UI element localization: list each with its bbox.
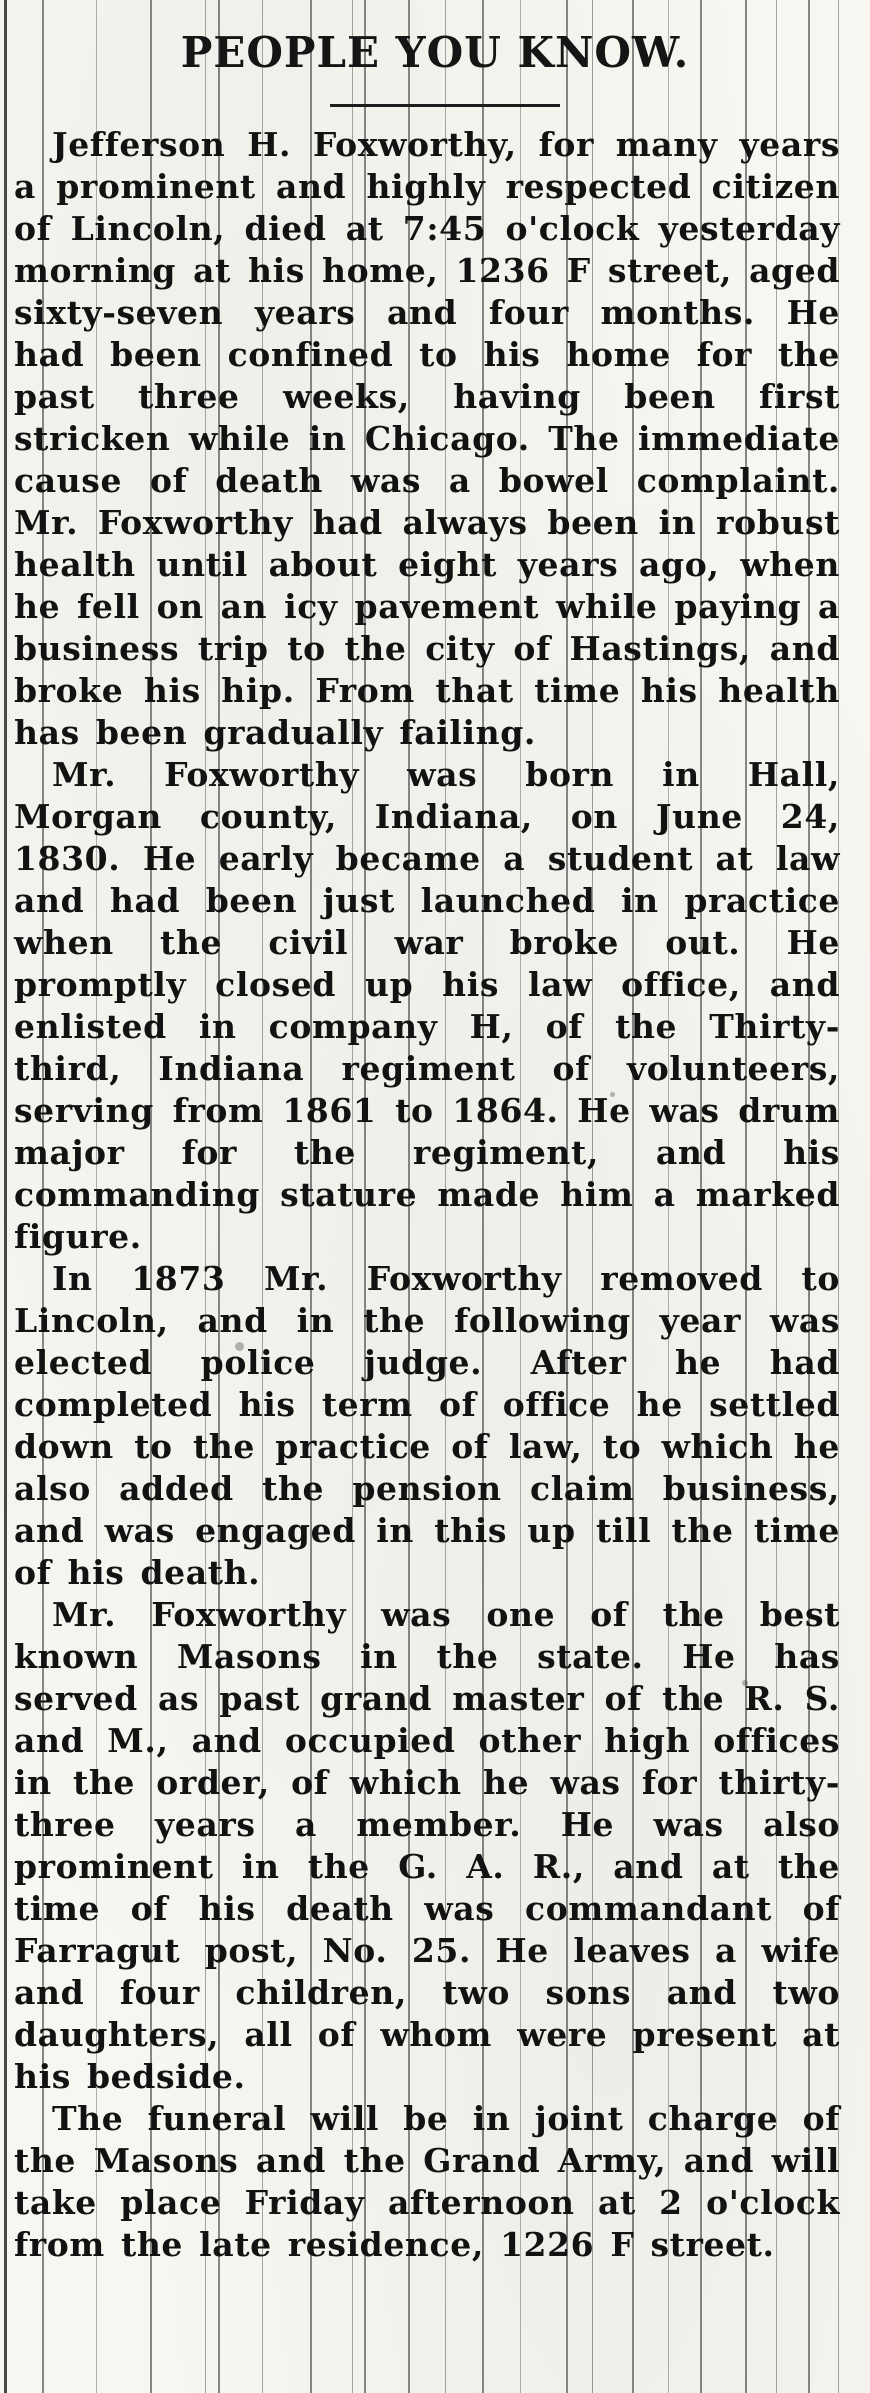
- headline-rule: [330, 104, 560, 107]
- article-paragraph: Mr. Foxworthy was one of the best known Masons in the state. He has served as past grand master of the R. S. and M., and occupied other high offices in the order, of which he was for thirty-three years a member. He was also prominent in the G. A. R., and at the time of his death was commandant of Farragut post, No. 25. He leaves a wife and four children, two sons and two daughters, all of whom were present at his bedside.: [14, 1595, 840, 2096]
- headline: PEOPLE YOU KNOW.: [180, 28, 690, 77]
- article-paragraph: In 1873 Mr. Foxworthy removed to Lincoln, and in the following year was elected police judge. After he had completed his term of office he settled down to the practice of law, to which he also added the pension claim business, and was engaged in this up till the time of his death.: [14, 1259, 840, 1592]
- article-paragraph: The funeral will be in joint charge of the Masons and the Grand Army, and will take place Friday afternoon at 2 o'clock from the late residence, 1226 F street.: [14, 2099, 840, 2264]
- column-rule: [4, 0, 7, 2393]
- article-paragraph: Mr. Foxworthy was born in Hall, Morgan county, Indiana, on June 24, 1830. He early became a student at law and had been just launched in practice when the civil war broke out. He promptly closed up his law office, and enlisted in company H, of the Thirty-third, Indiana regiment of volunteers, serving from 1861 to 1864. He was drum major for the regiment, and his commanding stature made him a marked figure.: [14, 755, 840, 1256]
- print-speck: [742, 1680, 748, 1686]
- article-body: [14, 124, 840, 2266]
- article-paragraph: Jefferson H. Foxworthy, for many years a prominent and highly respected citizen of Lincoln, died at 7:45 o'clock yesterday morning at his home, 1236 F street, aged sixty-seven years and four months. He had been confined to his home for the past three weeks, having been first stricken while in Chicago. The immediate cause of death was a bowel complaint. Mr. Foxworthy had always been in robust health until about eight years ago, when he fell on an icy pavement while paying a business trip to the city of Hastings, and broke his hip. From that time his health has been gradually failing.: [14, 125, 840, 752]
- print-speck: [235, 1342, 244, 1351]
- print-speck: [610, 1092, 615, 1097]
